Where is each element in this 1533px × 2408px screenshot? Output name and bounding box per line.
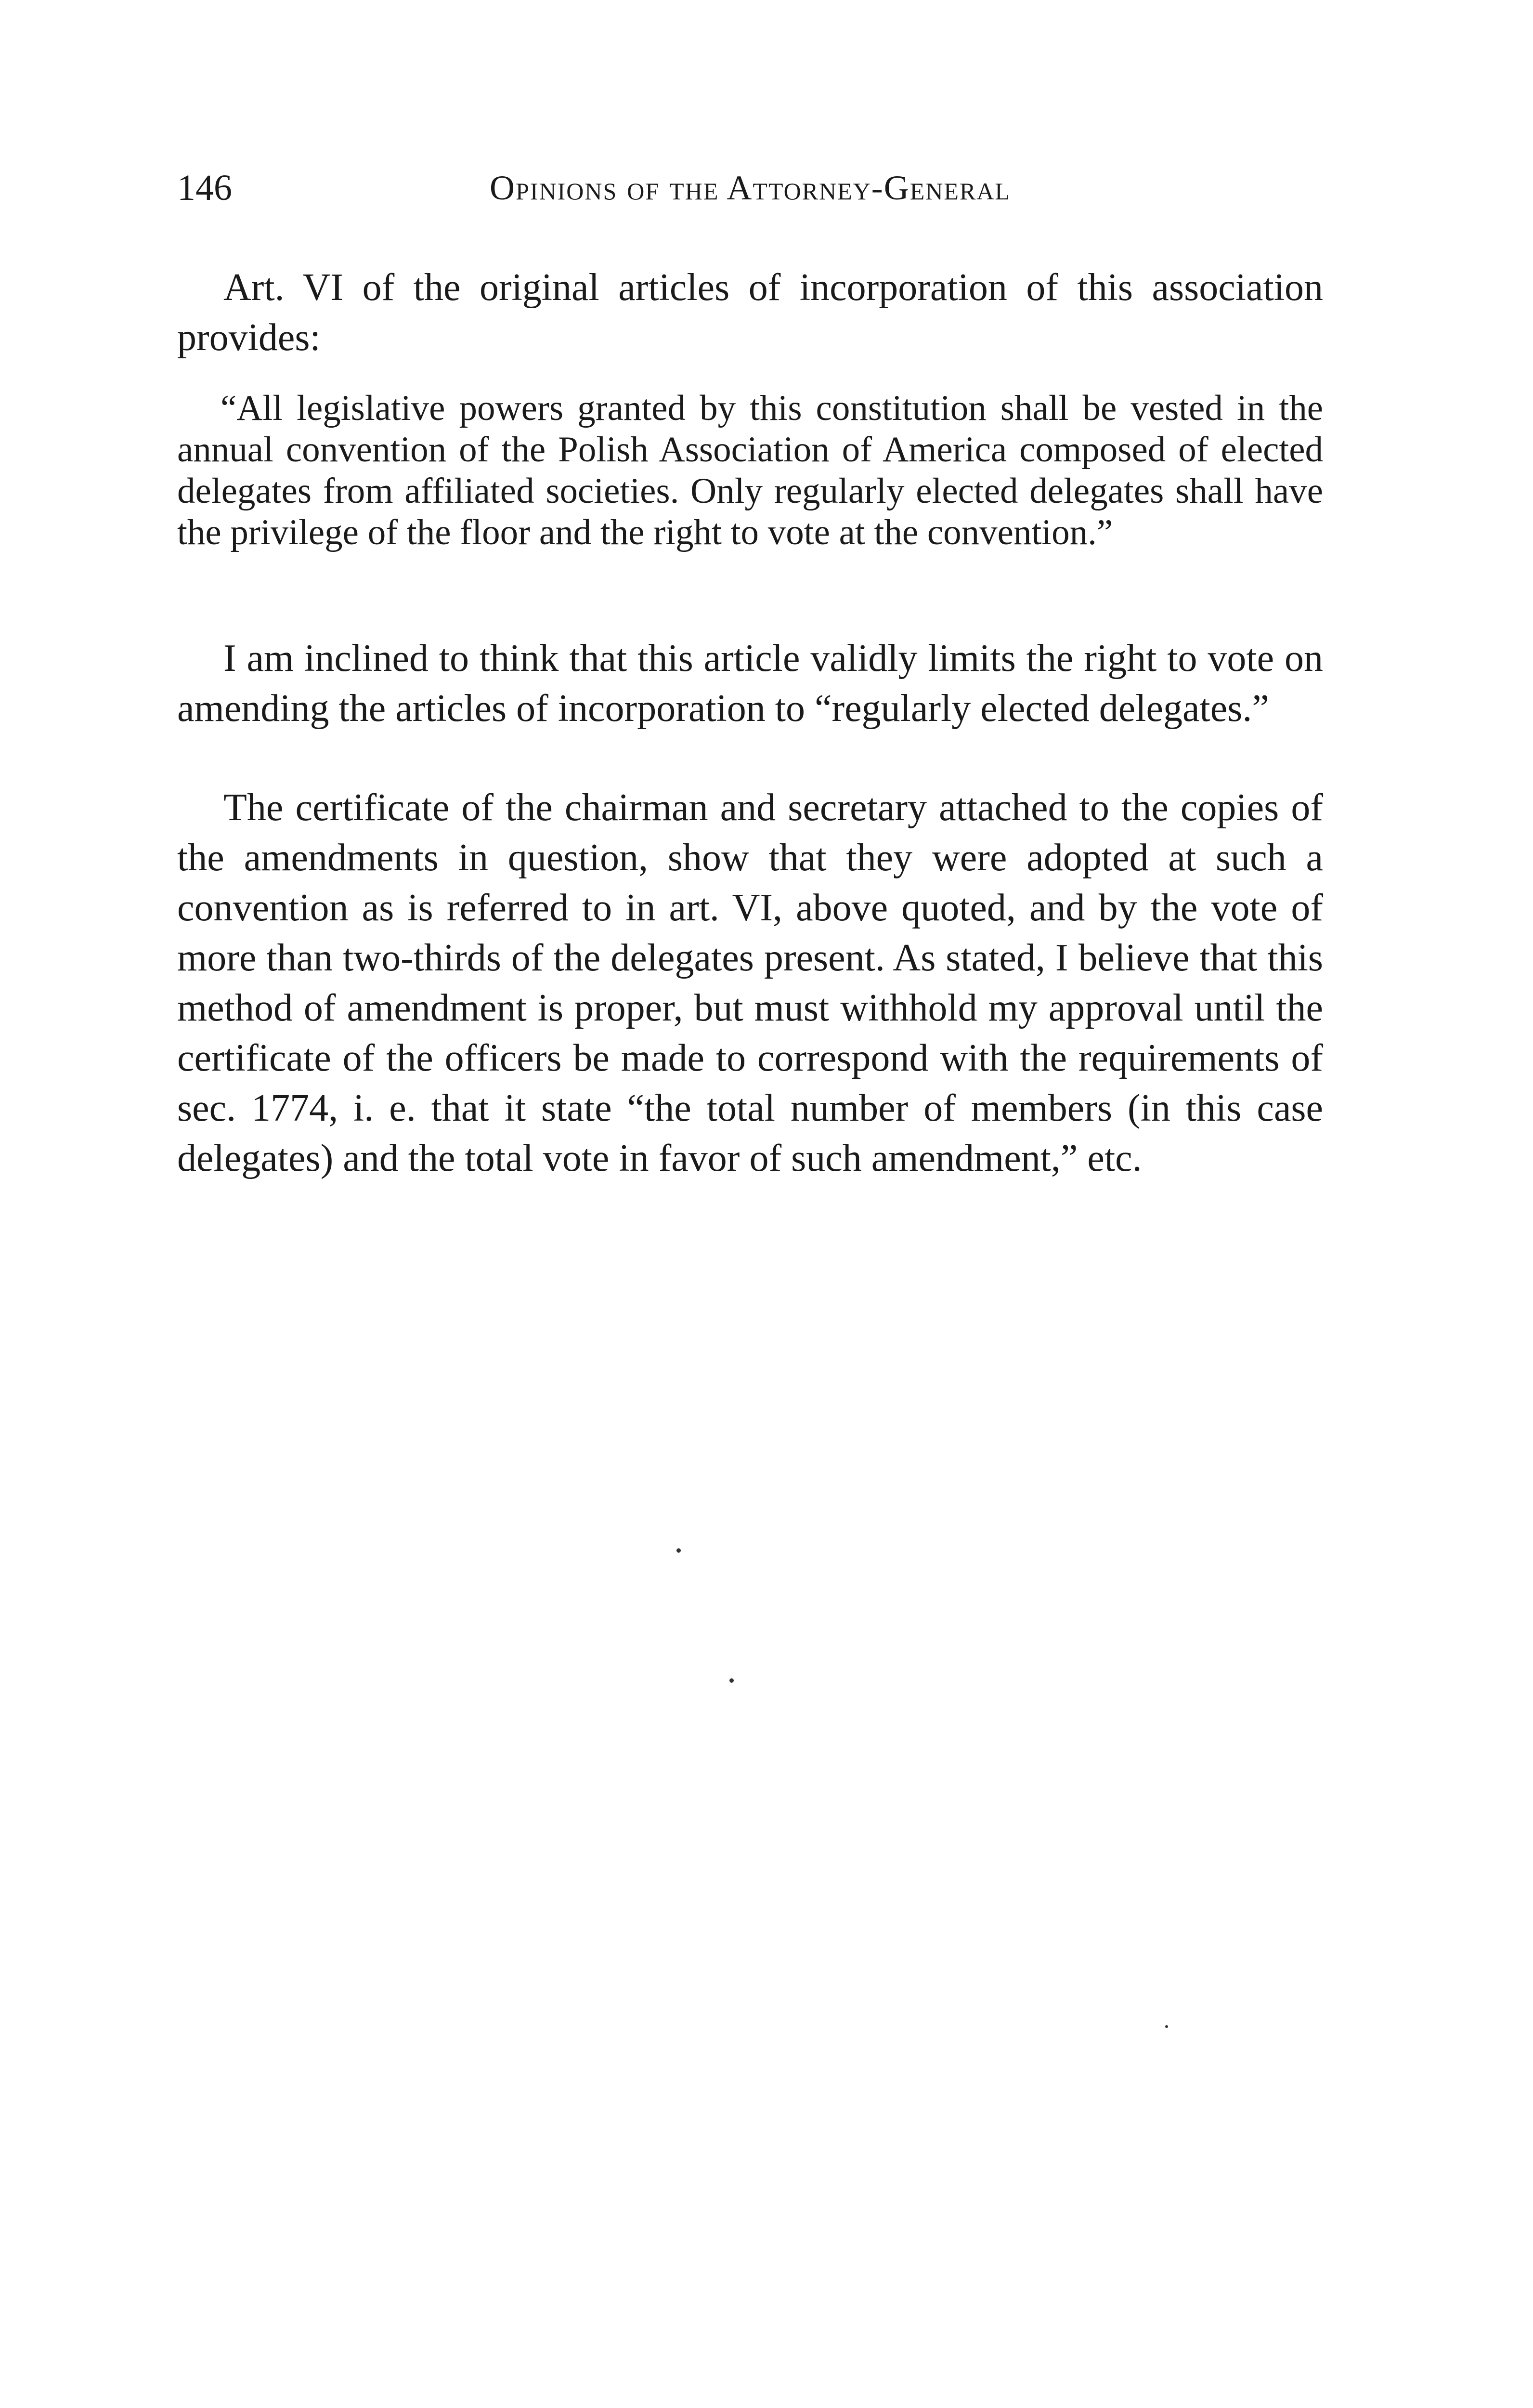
- running-title: Opinions of the Attorney-General: [490, 169, 1011, 207]
- print-speck: [676, 1548, 681, 1553]
- paragraph-certificate: The certificate of the chairman and secretary attached to the copies of the amendments in question, show that they were adopted at such a convention as is referred to in art. VI, above quoted, and by the vote of more than two-thirds of the delegates present. As stated, I believe that this method of amendment is proper, but must withhold my approval until the certificate of the officers be made to correspond with the requirements of sec. 1774, i. e. that it state “the total number of members (in this case delegates) and the total vote in favor of such amendment,” etc.: [177, 786, 1323, 1179]
- print-speck: [1165, 2025, 1168, 2028]
- paragraph-opinion: I am inclined to think that this article validly limits the right to vote on amending the articles of incorporation to “regularly elected delegates.”: [177, 637, 1323, 730]
- paragraph-article-intro: Art. VI of the original articles of incorporation of this association provides:: [177, 266, 1323, 359]
- block-quote-article-vi: “All legislative powers granted by this constitution shall be vested in the annual convention of the Polish Association of America composed of elected delegates from affiliated societies. Only regularly elected delegates shall have the privilege of the floor and the right to vote at the convention.”: [177, 388, 1323, 552]
- running-head: [177, 164, 1323, 222]
- page-number: 146: [177, 168, 232, 208]
- print-speck: [729, 1678, 734, 1683]
